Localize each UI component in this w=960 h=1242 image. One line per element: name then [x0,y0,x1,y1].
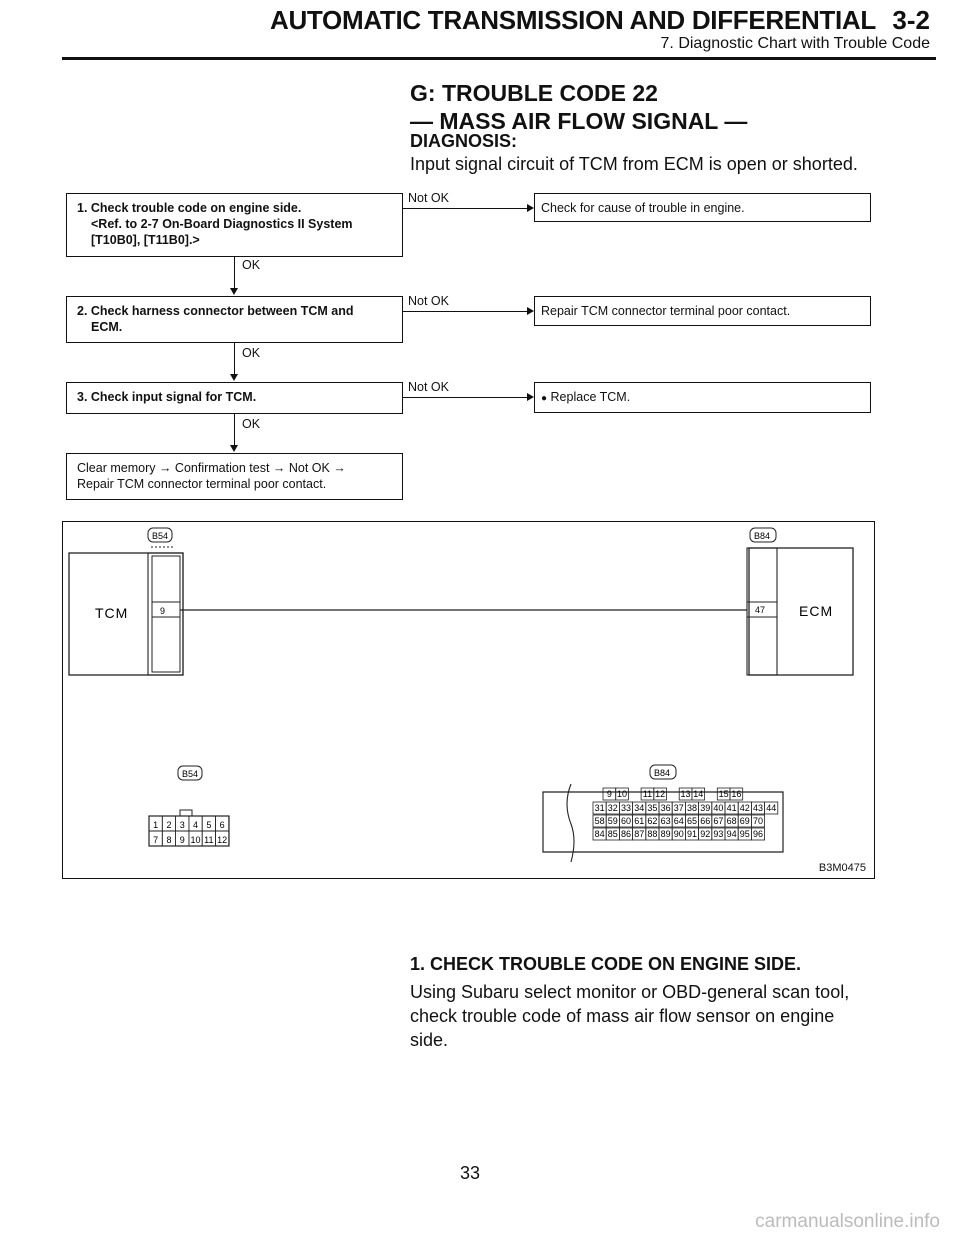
b84-row2-pin-label: 32 [607,803,618,813]
b54-face-tag-text: B54 [182,769,199,779]
section-title-line1: G: TROUBLE CODE 22 [410,80,658,106]
ecm-pin-number: 47 [755,605,766,615]
step-3-ok-label: OK [242,417,261,431]
b84-row3-pin-label: 64 [673,816,684,826]
b54-row2-pin-label: 8 [166,835,172,845]
b54-cell-grid [149,816,229,846]
b84-face-tag-text: B84 [654,768,671,778]
step-1-result [534,193,871,222]
header-rule [62,57,936,60]
step-2-result-text: Repair TCM connector terminal poor contact. [541,304,791,318]
b84-row4-pin-label: 91 [686,829,698,839]
b84-row4-pin-label: 95 [739,829,750,839]
b84-row1-pin-label: 12 [655,789,666,799]
b84-row1-cell [667,788,680,800]
b54-row1-pin-label: 4 [193,820,199,830]
step-3-result-text: Replace TCM. [550,390,631,404]
b84-row2-pin-label: 34 [634,803,645,813]
b84-row1-pin-label: 14 [693,789,704,799]
b84-row2-pin-label: 43 [752,803,764,813]
b84-row1-pin-label: 9 [606,789,612,799]
step-3-line1: 3. Check input signal for TCM. [77,390,257,404]
flow-step-3 [66,382,403,414]
figure-id: B3M0475 [818,862,866,874]
b54-row1-pin-label: 1 [153,820,159,830]
manual-title: AUTOMATIC TRANSMISSION AND DIFFERENTIAL [269,5,876,35]
step-2-line2: ECM. [91,320,123,334]
b84-row2-pin-label: 35 [647,803,658,813]
b84-row1-cell [628,788,641,800]
wiring-diagram-svg [63,522,874,878]
b84-row3-pin-label: 70 [752,816,764,826]
b84-row2-pin-label: 38 [686,803,698,813]
b54-row2-pin-label: 10 [190,835,201,845]
diagnosis-label: DIAGNOSIS: [410,131,518,151]
step-3-ok-line [234,414,235,447]
b84-row3-pin-label: 58 [594,816,605,826]
b84-row2-pin-label: 37 [673,803,684,813]
b84-row1-cell [705,788,718,800]
step-2-ok-arrow [230,374,238,381]
b84-row2-pin-label: 44 [766,803,777,813]
b84-row3-pin-label: 63 [660,816,671,826]
chapter-subtitle: 7. Diagnostic Chart with Trouble Code [660,35,930,52]
b84-row4-pin-label: 89 [660,829,671,839]
step-1-not-ok-arrow [527,204,534,212]
b84-row3-pin-label: 65 [686,816,698,826]
b54-row1-pin-label: 3 [179,820,185,830]
step-2-line1: 2. Check harness connector between TCM and [77,304,354,318]
b54-row2-pin-label: 7 [153,835,159,845]
tcm-connector-body [148,553,183,675]
b84-row1-pin-label: 11 [642,789,653,799]
step-1-line3: [T10B0], [T11B0].> [91,233,200,247]
b84-row3-pin-label: 62 [647,816,658,826]
b84-row4-pin-label: 85 [607,829,618,839]
step-2-result [534,296,871,326]
b54-row1-pin-label: 6 [219,820,225,830]
b54-row2-pin-label: 9 [179,835,185,845]
step-3-ok-arrow [230,445,238,452]
step-2-not-ok-arrow [527,307,534,315]
step-1-not-ok-line [403,208,527,209]
step-2-ok-label: OK [242,346,261,360]
section-title-line2: — MASS AIR FLOW SIGNAL — [410,108,748,134]
final-line2: Repair TCM connector terminal poor contact. [77,477,327,491]
step-2-not-ok-line [403,311,527,312]
b54-latch [180,810,192,816]
page-number: 33 [460,1163,481,1183]
diagnosis-text: Input signal circuit of TCM from ECM is open or shorted. [410,154,858,174]
b84-row3-pin-label: 59 [607,816,618,826]
b84-row2-pin-label: 36 [660,803,671,813]
b84-row2-pin-label: 39 [700,803,711,813]
section-title [410,79,747,135]
b84-cell-grid [593,788,778,840]
step-2-not-ok-label: Not OK [408,294,449,308]
b84-row3-pin-label: 61 [634,816,645,826]
b84-row1-pin-label: 16 [731,789,742,799]
b84-row2-pin-label: 33 [620,803,632,813]
step-3-result [534,382,871,413]
step-3-not-ok-line [403,397,527,398]
final-line1: Clear memory → Confirmation test → Not OK → [77,461,346,475]
b84-row3-pin-label: 60 [620,816,632,826]
b84-row1-pin-label: 13 [680,789,691,799]
b84-row3-pin-label: 68 [726,816,737,826]
step1-title: 1. CHECK TROUBLE CODE ON ENGINE SIDE. [410,954,802,974]
b84-row4-pin-label: 86 [620,829,632,839]
step-1-line2: <Ref. to 2-7 On-Board Diagnostics II System [91,217,353,231]
watermark: carmanualsonline.info [755,1211,940,1232]
step-1-ok-line [234,257,235,290]
b84-row4-pin-label: 96 [752,829,764,839]
tcm-pin-number: 9 [160,606,166,616]
b84-row2-pin-label: 40 [713,803,724,813]
b84-row2-pin-label: 42 [739,803,750,813]
tcm-label: TCM [95,605,129,621]
step1-text: Using Subaru select monitor or OBD-general scan tool, check trouble code of mass air flow sensor on engine side. [410,982,850,1050]
b84-row1-pin-label: 10 [617,789,628,799]
step-1-line1: 1. Check trouble code on engine side. [77,201,302,215]
step-2-ok-line [234,343,235,376]
b84-row4-pin-label: 84 [594,829,605,839]
b54-row2-pin-label: 12 [217,835,228,845]
step-1-ok-label: OK [242,258,261,272]
b84-face-curve [567,784,574,862]
b84-row3-pin-label: 69 [739,816,750,826]
step-3-not-ok-label: Not OK [408,380,449,394]
step-1-not-ok-label: Not OK [408,191,449,205]
b54-row1-pin-label: 2 [166,820,172,830]
flow-step-1 [66,193,403,257]
b84-row1-pin-label: 15 [718,789,729,799]
flow-final [66,453,403,500]
section-number: 3-2 [892,5,930,35]
wiring-diagram [62,521,875,879]
step-3-result-bullet: ● [541,393,548,404]
b84-row4-pin-label: 93 [713,829,724,839]
tcm-connector-face [152,556,180,672]
ecm-label: ECM [799,603,834,619]
b84-row4-pin-label: 88 [647,829,658,839]
b84-tag-text: B84 [754,531,771,541]
b54-tag-text: B54 [152,531,169,541]
b84-row3-pin-label: 66 [700,816,711,826]
b84-row2-pin-label: 41 [726,803,737,813]
step-1-result-text: Check for cause of trouble in engine. [541,201,745,215]
step-3-not-ok-arrow [527,393,534,401]
b84-row2-pin-label: 31 [594,803,605,813]
b54-row1-pin-label: 5 [206,820,212,830]
b84-row4-pin-label: 92 [700,829,711,839]
b84-row3-pin-label: 67 [713,816,724,826]
flow-step-2 [66,296,403,343]
b84-row4-pin-label: 90 [673,829,684,839]
b54-row2-pin-label: 11 [204,835,214,845]
b84-row4-pin-label: 87 [634,829,645,839]
step-1-ok-arrow [230,288,238,295]
b84-row4-pin-label: 94 [726,829,737,839]
